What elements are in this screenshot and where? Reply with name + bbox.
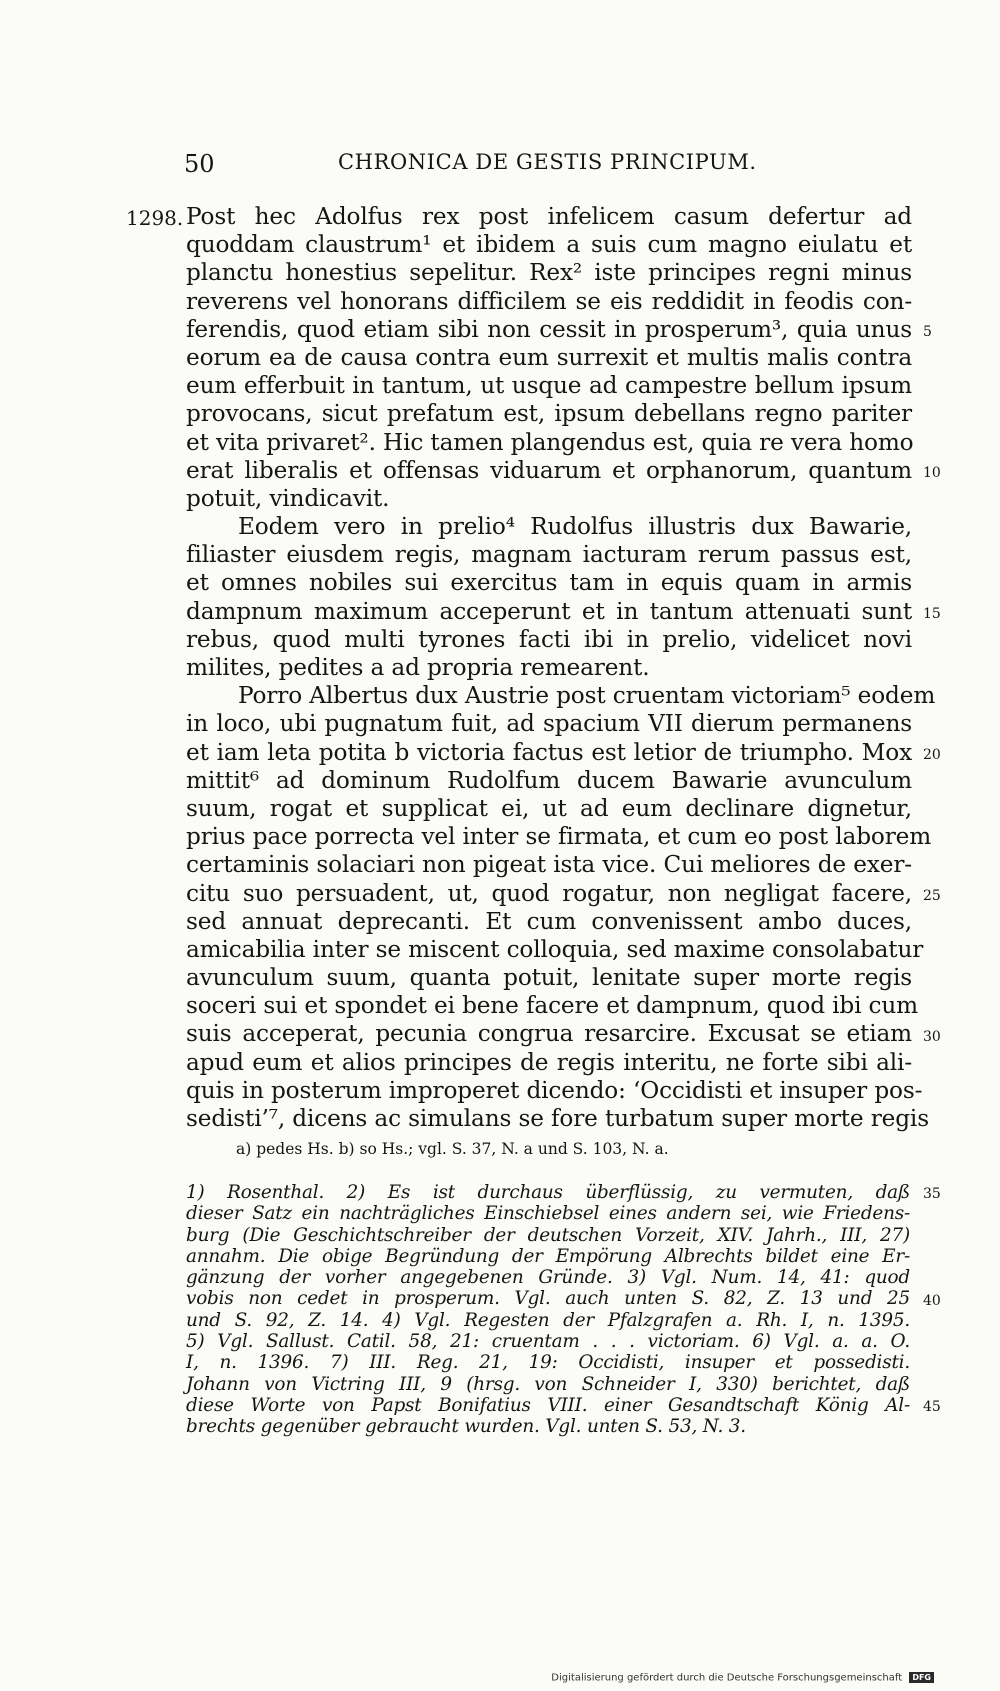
text-line: apud eum et alios principes de regis interitu, ne forte sibi ali- (186, 1048, 912, 1076)
page-header (184, 150, 764, 180)
text-line: suum, rogat et supplicat ei, ut ad eum declinare dignetur, (186, 794, 912, 822)
line-number: 5 (923, 323, 932, 340)
text-line: reverens vel honorans difficilem se eis reddidit in feodis con- (186, 287, 912, 315)
text-line: milites, pedites a ad propria remearent. (186, 654, 650, 681)
text-line: et vita privaret². Hic tamen plangendus est, quia re vera homo (186, 428, 914, 456)
text-line: rebus, quod multi tyrones facti ibi in prelio, videlicet novi (186, 625, 912, 653)
text-line: et iam leta potita b victoria factus est letior de triumpho. Mox (186, 738, 912, 766)
textual-notes: a) pedes Hs. b) so Hs.; vgl. S. 37, N. a und S. 103, N. a. (236, 1140, 669, 1158)
text-line: Eodem vero in prelio⁴ Rudolfus illustris dux Bawarie, (238, 513, 912, 541)
footnote-line: gänzung der vorher angegebenen Gründe. 3) Vgl. Num. 14, 41: quod (186, 1267, 910, 1289)
text-line: citu suo persuadent, ut, quod rogatur, non negligat facere, (186, 879, 912, 907)
text-line: sedisti’⁷, dicens ac simulans se fore turbatum super morte regis (186, 1105, 929, 1132)
footnote-line-number: 40 (923, 1292, 941, 1309)
text-line: suis acceperat, pecunia congrua resarcire. Excusat se etiam (186, 1020, 912, 1048)
text-line: Post hec Adolfus rex post infelicem casum defertur ad (186, 203, 912, 230)
text-line: certaminis solaciari non pigeat ista vice. Cui meliores de exer- (186, 851, 912, 879)
line-number: 30 (923, 1028, 941, 1045)
footnote-line: 5) Vgl. Sallust. Catil. 58, 21: cruentam . . . victoriam. 6) Vgl. a. a. O. (186, 1331, 910, 1353)
footnote-line-number: 45 (923, 1399, 941, 1415)
year-marker: 1298. (126, 206, 184, 230)
page-number: 50 (184, 150, 215, 178)
line-number: 20 (923, 746, 941, 763)
text-line: provocans, sicut prefatum est, ipsum debellans regno pariter (186, 400, 912, 428)
text-line: in loco, ubi pugnatum fuit, ad spacium VII dierum permanens (186, 710, 912, 738)
digitization-credit (551, 1672, 934, 1684)
text-line: mittit⁶ ad dominum Rudolfum ducem Bawarie avunculum (186, 766, 912, 794)
text-line: avunculum suum, quanta potuit, lenitate super morte regis (186, 964, 912, 992)
text-line: amicabilia inter se miscent colloquia, sed maxime consolabatur (186, 935, 924, 963)
footnote-line: brechts gegenüber gebraucht wurden. Vgl. unten S. 53, N. 3. (186, 1416, 746, 1438)
footnote-line: und S. 92, Z. 14. 4) Vgl. Regesten der Pfalzgrafen a. Rh. I, n. 1395. (186, 1309, 910, 1331)
footnote-line: 1) Rosenthal. 2) Es ist durchaus überflüssig, zu vermuten, daß (186, 1182, 910, 1203)
text-line: dampnum maximum acceperunt et in tantum attenuati sunt (186, 597, 912, 625)
footnotes (186, 1182, 910, 1438)
text-line: filiaster eiusdem regis, magnam iacturam rerum passus est, (186, 541, 912, 569)
dfg-logo: DFG (909, 1672, 934, 1683)
text-line: ferendis, quod etiam sibi non cessit in prosperum³, quia unus (186, 315, 912, 343)
line-number: 15 (923, 605, 941, 622)
footnote-line: burg (Die Geschichtschreiber der deutschen Vorzeit, XIV. Jahrh., III, 27) (186, 1224, 910, 1246)
footnote-line: diese Worte von Papst Bonifatius VIII. einer Gesandtschaft König Al- (186, 1394, 910, 1416)
line-number: 10 (923, 464, 941, 481)
text-line: sed annuat deprecanti. Et cum convenissent ambo duces, (186, 907, 912, 935)
text-line: planctu honestius sepelitur. Rex² iste principes regni minus (186, 259, 912, 287)
text-line: potuit, vindicavit. (186, 484, 390, 512)
text-line: Porro Albertus dux Austrie post cruentam victoriam⁵ eodem (238, 682, 936, 710)
text-line: erat liberalis et offensas viduarum et orphanorum, quantum (186, 456, 912, 484)
text-line: prius pace porrecta vel inter se firmata, et cum eo post laborem (186, 823, 932, 851)
footnote-line: vobis non cedet in prosperum. Vgl. auch unten S. 82, Z. 13 und 25 (186, 1288, 910, 1310)
footnote-line: dieser Satz ein nachträgliches Einschiebsel eines andern sei, wie Friedens- (186, 1203, 910, 1225)
text-line: et omnes nobiles sui exercitus tam in equis quam in armis (186, 569, 912, 597)
footnote-line: I, n. 1396. 7) III. Reg. 21, 19: Occidisti, insuper et possedisti. (186, 1352, 910, 1374)
text-line: eorum ea de causa contra eum surrexit et multis malis contra (186, 343, 912, 371)
text-line: quoddam claustrum¹ et ibidem a suis cum magno eiulatu et (186, 231, 912, 259)
footnote-line: annahm. Die obige Begründung der Empörung Albrechts bildet eine Er- (186, 1245, 910, 1267)
footnote-line-number: 35 (923, 1186, 941, 1202)
line-number: 25 (923, 887, 941, 904)
text-line: quis in posterum improperet dicendo: ‘Occidisti et insuper pos- (186, 1076, 923, 1104)
text-line: eum efferbuit in tantum, ut usque ad campestre bellum ipsum (186, 372, 912, 400)
credit-text: Digitalisierung gefördert durch die Deutsche Forschungsgemeinschaft (551, 1672, 903, 1683)
running-title: CHRONICA DE GESTIS PRINCIPUM. (338, 150, 757, 174)
text-line: soceri sui et spondet ei bene facere et dampnum, quod ibi cum (186, 992, 919, 1020)
footnote-line: Johann von Victring III, 9 (hrsg. von Schneider I, 330) berichtet, daß (186, 1373, 910, 1395)
